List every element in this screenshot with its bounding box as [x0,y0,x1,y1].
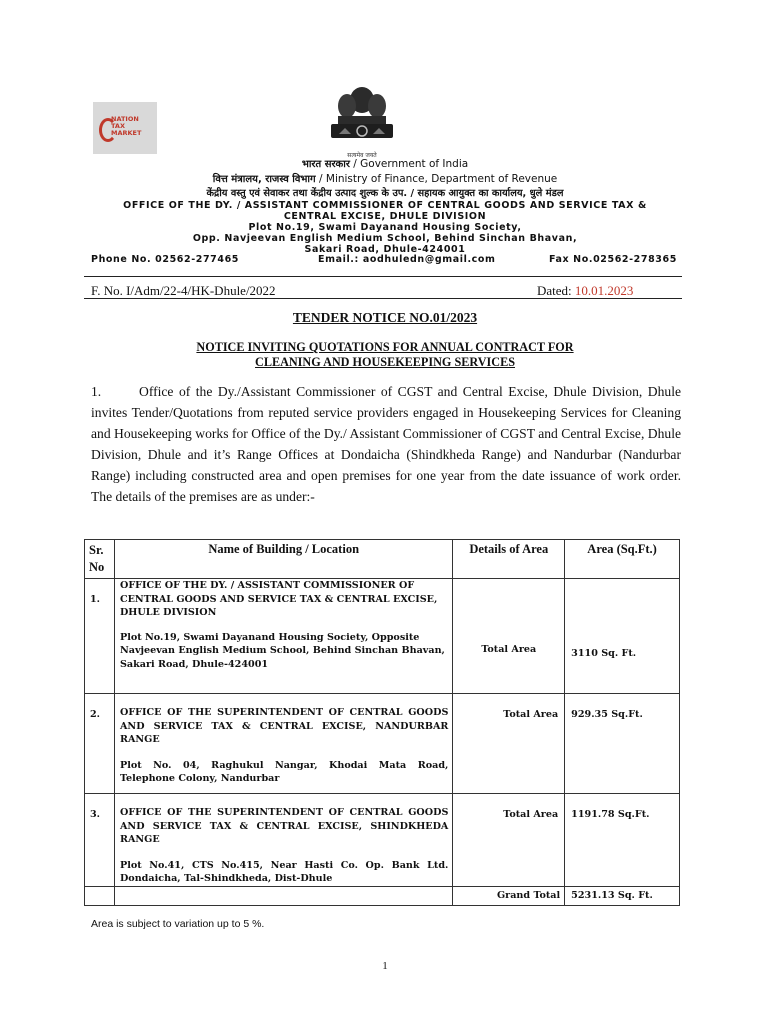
grand-total-empty-sr [85,886,115,905]
row-3-sr: 3. [85,794,115,887]
lion-capital-icon [325,84,399,146]
table-row [85,694,680,794]
grand-total-value: 5231.13 Sq. Ft. [565,886,680,905]
table-row [85,794,680,887]
subject-line-2: CLEANING AND HOUSEKEEPING SERVICES [255,355,515,369]
grand-total-empty-name [114,886,452,905]
header-area: Area (Sq.Ft.) [565,540,680,579]
premises-table [84,539,680,906]
office-line-2: CENTRAL EXCISE, DHULE DIVISION [283,211,487,222]
row-2-address: Plot No. 04, Raghukul Nangar, Khodai Mata Road, Telephone Colony, Nandurbar [119,759,449,784]
ministry-hindi: वित्त मंत्रालय, राजस्व विभाग [212,174,316,185]
national-emblem [325,84,399,159]
government-english: / Government of India [349,158,469,170]
address-line-2: Opp. Navjeevan English Medium School, Behind Sinchan Bhavan, [192,233,578,244]
tender-title: TENDER NOTICE NO.01/2023 [292,310,478,325]
row-2-office: OFFICE OF THE SUPERINTENDENT OF CENTRAL GOODS AND SERVICE TAX & CENTRAL EXCISE, NANDURBAR RANGE [119,707,449,745]
row-3-details: Total Area [453,794,565,887]
logo-line-1: NATION [111,115,139,123]
page-number: 1 [382,960,388,972]
header-divider-bottom [84,298,682,299]
area-variation-note: Area is subject to variation up to 5 %. [91,918,265,930]
file-number: F. No. I/Adm/22-4/HK-Dhule/2022 [91,283,276,298]
government-line [0,156,770,170]
row-2-area: 929.35 Sq.Ft. [565,694,680,794]
row-3-address: Plot No.41, CTS No.415, Near Hasti Co. Op. Bank Ltd. Dondaicha, Tal-Shindkheda, Dist-Dhule [119,859,449,884]
office-hindi: केंद्रीय वस्तु एवं सेवाकर तथा केंद्रीय उत्पाद शुल्क के उप. / सहायक आयुक्त का कार्यालय, धुले मंडल [206,188,564,199]
header-details: Details of Area [453,540,565,579]
row-1-location [114,579,452,694]
grand-total-row [85,886,680,905]
row-1-details: Total Area [453,579,565,694]
row-3-office: OFFICE OF THE SUPERINTENDENT OF CENTRAL GOODS AND SERVICE TAX & CENTRAL EXCISE, SHINDKHEDA RANGE [119,807,449,845]
row-2-location [114,694,452,794]
table-row [85,579,680,694]
logo-line-3: MARKET [111,129,142,137]
dated [537,283,633,299]
row-1-address: Plot No.19, Swami Dayanand Housing Society, Opposite Navjeevan English Medium School, Behind Sinchan Bhavan, Sakari Road, Dhule-424001 [119,631,445,670]
address-line-1: Plot No.19, Swami Dayanand Housing Society, [248,222,522,233]
subject-line-1: NOTICE INVITING QUOTATIONS FOR ANNUAL CONTRACT FOR [196,340,574,354]
logo-line-2: TAX [111,122,125,130]
nation-tax-market-logo [93,102,157,154]
row-1-office: OFFICE OF THE DY. / ASSISTANT COMMISSIONER OF CENTRAL GOODS AND SERVICE TAX & CENTRAL EXCISE, DHULE DIVISION [119,580,438,618]
paragraph-1-number: 1. [91,384,102,399]
table-header-row [85,540,680,579]
row-1-area: 3110 Sq. Ft. [565,579,680,694]
fax-number: Fax No.02562-278365 [549,254,677,265]
office-line-1: OFFICE OF THE DY. / ASSISTANT COMMISSIONER OF CENTRAL GOODS AND SERVICE TAX & [123,200,647,211]
row-2-details: Total Area [453,694,565,794]
grand-total-label: Grand Total [453,886,565,905]
row-2-sr: 2. [85,694,115,794]
row-3-location [114,794,452,887]
header-sr-no: Sr. No [85,540,115,579]
paragraph-1-text: Office of the Dy./Assistant Commissioner of CGST and Central Excise, Dhule Division, Dhule invites Tender/Quotations from reputed service providers engaged in Housekeeping Services for Cleaning and Housekeeping works for Office of the Dy./ Assistant Commissioner of CGST and Central Excise, Dhule Division, Dhule and it’s Range Offices at Dondaicha (Shindkheda Range) and Nandurbar (Nandurbar Range) including constructed area and open premises for one year from the date issuance of work order. The details of the premises are as under:- [91,384,681,504]
row-1-sr: 1. [85,579,115,694]
address-line-3: Sakari Road, Dhule-424001 [304,244,466,255]
ministry-line [0,171,770,185]
dated-label: Dated: [537,283,575,298]
row-3-area: 1191.78 Sq.Ft. [565,794,680,887]
header-name: Name of Building / Location [114,540,452,579]
phone-number: Phone No. 02562-277465 [91,254,240,265]
email-address: Email.: aodhuledn@gmail.com [318,254,496,265]
emblem-motto: सत्यमेव जयते [347,152,377,159]
header-divider-top [84,276,682,277]
dated-value: 10.01.2023 [574,283,634,298]
ministry-english: / Ministry of Finance, Department of Revenue [315,173,558,185]
government-hindi: भारत सरकार [301,159,350,170]
paragraph-1 [91,381,681,507]
